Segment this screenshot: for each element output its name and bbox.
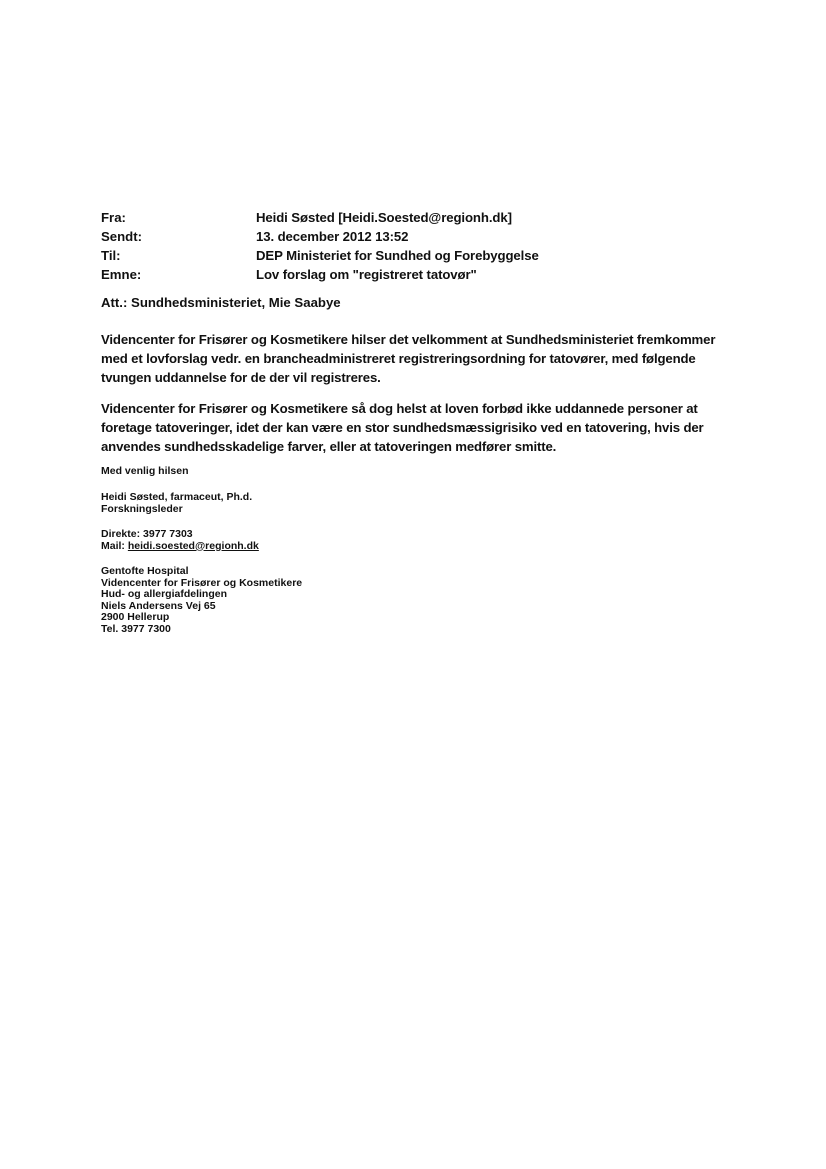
signature-org-line-1: Videncenter for Frisører og Kosmetikere: [101, 576, 303, 589]
subject-label: Emne:: [101, 267, 142, 282]
signature-contact: [101, 529, 259, 552]
email-header: [101, 208, 741, 284]
from-value: Heidi Søsted [Heidi.Soested@regionh.dk]: [256, 210, 512, 225]
to-label: Til:: [101, 248, 121, 263]
subject-value: Lov forslag om "registreret tatovør": [256, 267, 477, 282]
signature-title: Forskningsleder: [101, 502, 183, 515]
from-label: Fra:: [101, 210, 126, 225]
signature-address-1: Niels Andersens Vej 65: [101, 599, 216, 612]
signature-org-line-2: Hud- og allergiafdelingen: [101, 588, 228, 601]
signature-name-block: [101, 492, 252, 515]
signature-mail-line: [101, 541, 259, 553]
signature-organization: [101, 566, 302, 636]
signature-address-2: 2900 Hellerup: [101, 611, 170, 624]
signature-name: Heidi Søsted, farmaceut, Ph.d.: [101, 491, 253, 503]
signature-direct-phone: Direkte: 3977 7303: [101, 528, 193, 540]
signature-mail-label: Mail:: [101, 539, 128, 552]
sent-value: 13. december 2012 13:52: [256, 229, 409, 244]
sent-label: Sendt:: [101, 229, 143, 244]
sent-row: [101, 227, 741, 246]
signature-phone: Tel. 3977 7300: [101, 622, 171, 635]
subject-row: [101, 265, 741, 284]
attention-line: Att.: Sundhedsministeriet, Mie Saabye: [101, 295, 341, 310]
to-row: [101, 246, 741, 265]
signature-greeting: Med venlig hilsen: [101, 465, 189, 477]
from-row: [101, 208, 741, 227]
signature-org-name: Gentofte Hospital: [101, 565, 189, 577]
body-paragraph-2: Videncenter for Frisører og Kosmetikere så dog helst at loven forbød ikke uddannede personer at foretage tatoveringer, idet der kan være en stor sundhedsmæssigrisiko ved en tatovering, hvis der anvendes sundhedsskadelige farver, eller at tatoveringen medfører smitte.: [101, 401, 704, 454]
body-paragraph-1: Videncenter for Frisører og Kosmetikere hilser det velkomment at Sundhedsministeriet fremkommer med et lovforslag vedr. en brancheadministreret registreringsordning for tatovører, med følgende tvungen uddannelse for de der vil registreres.: [101, 332, 716, 385]
signature-mail-link[interactable]: heidi.soested@regionh.dk: [127, 539, 259, 552]
to-value: DEP Ministeriet for Sundhed og Forebyggelse: [256, 248, 539, 263]
